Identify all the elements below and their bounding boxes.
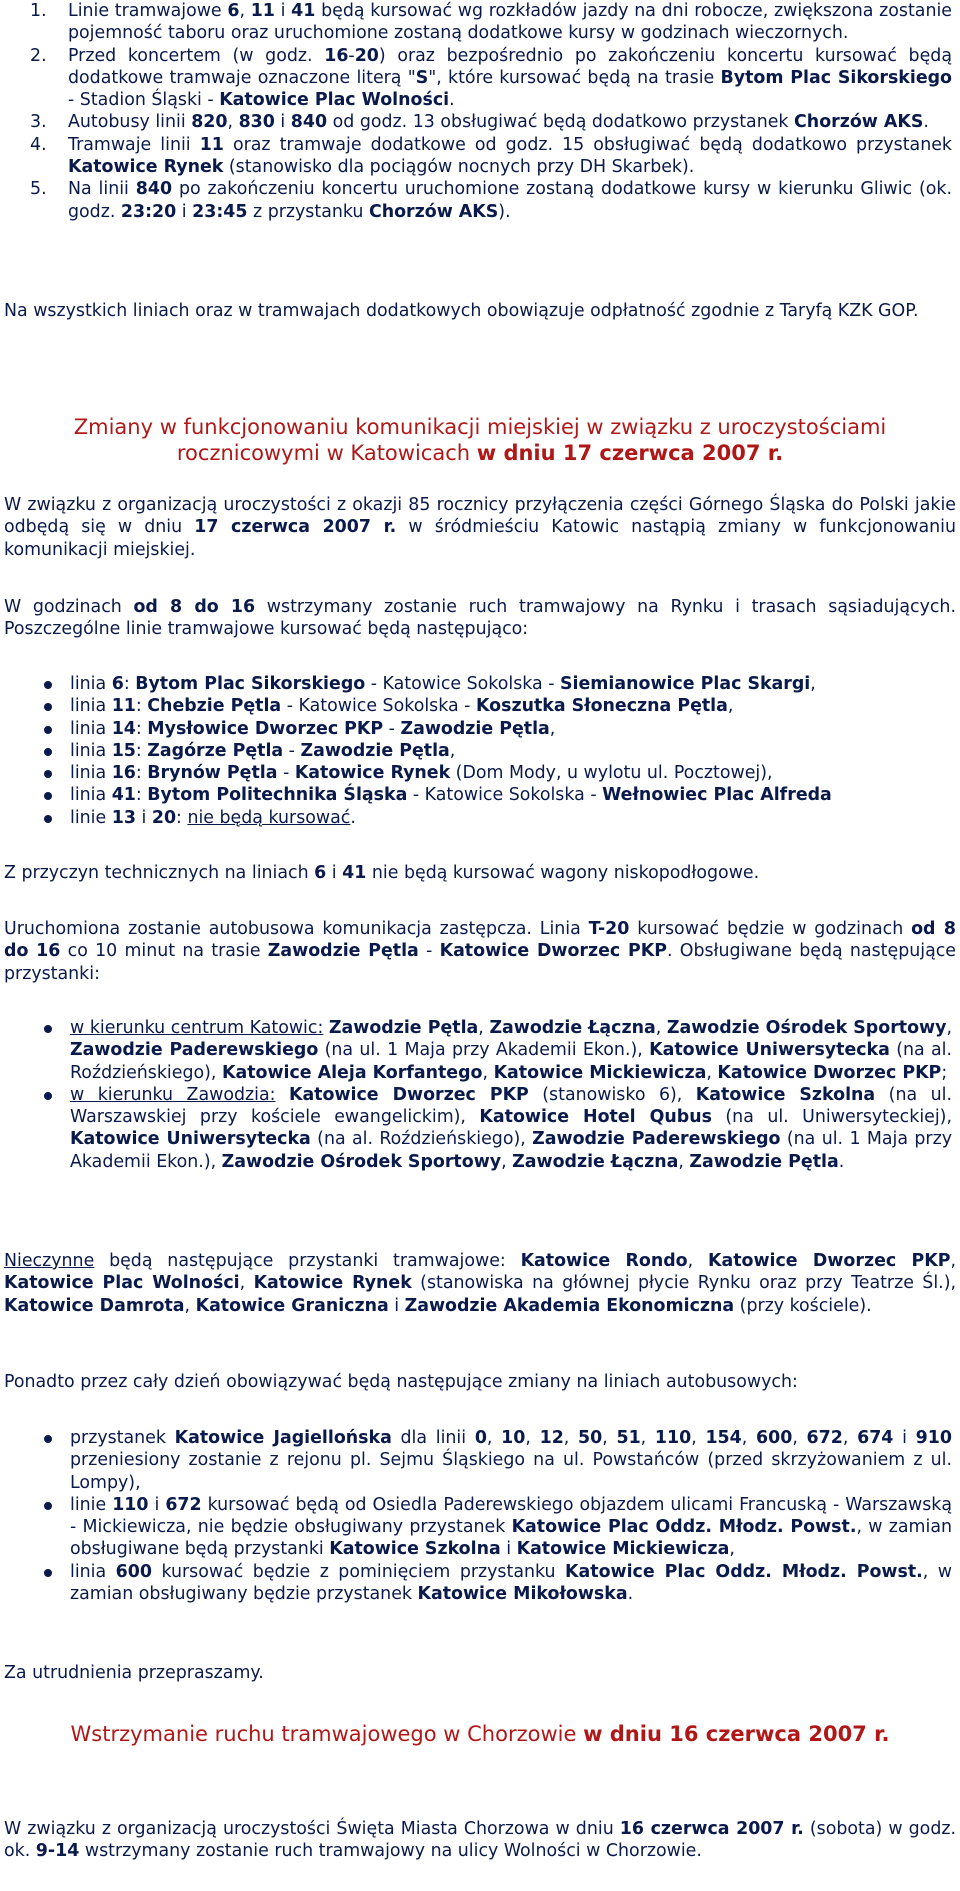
text-run: : bbox=[135, 718, 148, 739]
bold-text: od 8 do 16 bbox=[133, 597, 256, 617]
bullet-icon bbox=[44, 726, 52, 734]
tram-line-text bbox=[70, 763, 773, 783]
text-run: : bbox=[123, 674, 136, 694]
text-run: , bbox=[741, 1428, 756, 1448]
bold-text: Katowice Dworzec PKP bbox=[707, 1251, 951, 1271]
text-run: - Katowice Sokolska - bbox=[281, 696, 476, 717]
bold-text: Zawodzie Pętla bbox=[400, 718, 550, 739]
text-run: , bbox=[687, 1251, 708, 1271]
replacement-bus-paragraph bbox=[4, 918, 956, 985]
text-run: , bbox=[239, 1273, 254, 1294]
tram-line-text bbox=[70, 741, 455, 761]
bold-text: 600 bbox=[756, 1428, 793, 1448]
bold-text: 16 bbox=[111, 763, 136, 784]
bold-text: Zawodzie Paderewskiego bbox=[70, 1040, 319, 1061]
text-run bbox=[275, 1085, 288, 1105]
bold-text: 672 bbox=[806, 1428, 843, 1448]
list-item bbox=[0, 807, 952, 829]
item-text bbox=[68, 46, 952, 111]
bold-text: 20 bbox=[151, 807, 177, 828]
text-run: , w zamian obsługiwany będzie przystanek bbox=[70, 1561, 952, 1605]
bold-text: Brynów Pętla bbox=[147, 763, 278, 784]
text-run: ", które kursować będą na trasie bbox=[428, 67, 721, 88]
text-run: i bbox=[274, 1, 292, 21]
underlined-text: w kierunku Zawodzia: bbox=[70, 1084, 276, 1105]
bold-text: Katowice Szkolna bbox=[695, 1084, 876, 1105]
text-run: : bbox=[135, 785, 148, 806]
bold-text: 110 bbox=[654, 1428, 692, 1448]
chorzow-paragraph bbox=[4, 1818, 956, 1863]
bold-text: S bbox=[415, 67, 429, 88]
text-run: linia bbox=[70, 696, 112, 717]
bold-text: Zagórze Pętla bbox=[147, 740, 284, 761]
text-run: z przystanku bbox=[247, 201, 369, 222]
tram-line-text bbox=[70, 808, 356, 828]
text-run: (na ul. Warszawskiej przy kościele ewangelickim), bbox=[70, 1084, 952, 1128]
text-run: nie będą kursować wagony niskopodłogowe. bbox=[366, 863, 760, 883]
text-run: , bbox=[727, 696, 734, 717]
bullet-icon bbox=[44, 1502, 52, 1510]
fare-paragraph bbox=[4, 300, 956, 322]
bold-text: 110 bbox=[112, 1494, 149, 1515]
item-number: 5. bbox=[30, 179, 47, 200]
text-run: , bbox=[842, 1428, 858, 1448]
bold-text: 50 bbox=[578, 1428, 603, 1448]
text-run: oraz tramwaje dodatkowe od godz. 15 obsługiwać będą dodatkowo przystanek bbox=[223, 134, 952, 155]
item-number: 1. bbox=[30, 1, 47, 21]
text-run: Na linii bbox=[68, 179, 136, 200]
underlined-text: Nieczynne bbox=[4, 1251, 95, 1271]
bold-text: Zawodzie Akademia Ekonomiczna bbox=[404, 1295, 735, 1316]
text-run: będą kursować wg rozkładów jazdy na dni robocze, zwiększona zostanie pojemność taboru oraz uruchomione zostaną dodatkowe kursy w godzinach wieczornych. bbox=[68, 1, 952, 44]
text-run: , bbox=[563, 1428, 579, 1448]
bullet-icon bbox=[44, 815, 52, 823]
bold-text: 11 bbox=[199, 134, 224, 155]
bold-text: 6 bbox=[227, 1, 240, 21]
text-run: (stanowisko dla pociągów nocnych przy DH Skarbek). bbox=[223, 157, 695, 178]
bus-stops-text bbox=[70, 1018, 952, 1083]
item-text bbox=[68, 112, 929, 132]
bold-text: 41 bbox=[342, 863, 367, 883]
text-run: ; bbox=[941, 1062, 948, 1083]
bold-text: Katowice Dworzec PKP bbox=[717, 1062, 942, 1083]
bold-text: Bytom Plac Sikorskiego bbox=[135, 674, 366, 694]
bold-text: Katowice Szkolna bbox=[329, 1539, 501, 1560]
numbered-item bbox=[0, 0, 952, 45]
text-run: Przed koncertem (w godz. bbox=[68, 45, 325, 66]
section-heading-chorzow bbox=[0, 1721, 960, 1747]
list-item bbox=[0, 762, 952, 784]
bold-text: w dniu 16 czerwca 2007 r. bbox=[583, 1722, 890, 1746]
text-run: przystanek bbox=[70, 1428, 175, 1448]
text-run: linia bbox=[70, 674, 112, 694]
technical-paragraph bbox=[4, 862, 956, 884]
text-run: , bbox=[478, 1018, 490, 1038]
text-run: (stanowisko 6), bbox=[528, 1084, 696, 1105]
text-run: , bbox=[449, 740, 456, 761]
numbered-list-items bbox=[0, 0, 952, 223]
bold-text: 12 bbox=[539, 1428, 564, 1448]
item-number: 4. bbox=[30, 134, 47, 155]
underlined-text: nie będą kursować bbox=[187, 807, 351, 828]
bold-text: Zawodzie Pętla bbox=[267, 941, 419, 962]
text-run: , bbox=[950, 1251, 957, 1271]
text-run: - bbox=[418, 941, 440, 962]
bold-text: Katowice Jagiellońska bbox=[174, 1428, 392, 1448]
list-item bbox=[0, 1427, 952, 1494]
list-item bbox=[0, 1084, 952, 1173]
text-run: , bbox=[184, 1295, 196, 1316]
tram-line-text bbox=[70, 785, 832, 805]
text-run: Na wszystkich liniach oraz w tramwajach dodatkowych obowiązuje odpłatność zgodnie z Taryfą KZK GOP. bbox=[4, 301, 919, 321]
bold-text: Katowice Plac Wolności bbox=[219, 90, 450, 111]
bold-text: Katowice Plac Wolności bbox=[4, 1273, 240, 1294]
bold-text: Katowice Plac Oddz. Młodz. Powst. bbox=[511, 1517, 857, 1538]
section-heading-katowice bbox=[0, 414, 960, 466]
bus-change-text bbox=[70, 1428, 952, 1493]
text-run: Z przyczyn technicznych na liniach bbox=[4, 863, 315, 883]
text-run: Ponadto przez cały dzień obowiązywać będą następujące zmiany na liniach autobusowych: bbox=[4, 1372, 798, 1392]
text-run: . bbox=[923, 112, 929, 133]
item-number: 2. bbox=[30, 45, 47, 66]
text-run: kursować będzie z pominięciem przystanku bbox=[151, 1561, 566, 1582]
bold-text: Katowice Rynek bbox=[294, 763, 451, 784]
list-item bbox=[0, 1017, 952, 1084]
item-text bbox=[68, 135, 952, 177]
text-run: linia bbox=[70, 718, 112, 739]
tram-lines-list bbox=[0, 673, 952, 829]
text-run: , bbox=[655, 1018, 667, 1038]
numbered-item bbox=[0, 45, 952, 112]
bullet-icon bbox=[44, 1025, 52, 1033]
bold-text: 840 bbox=[135, 179, 173, 200]
bold-text: 20 bbox=[354, 45, 379, 66]
bold-text: 10 bbox=[501, 1428, 526, 1448]
bullet-icon bbox=[44, 703, 52, 711]
bold-text: 23:45 bbox=[192, 201, 248, 222]
text-run: : bbox=[135, 763, 148, 784]
text-run: , bbox=[227, 112, 239, 133]
text-run: (przy kościele). bbox=[734, 1295, 872, 1316]
text-run: Uruchomiona zostanie autobusowa komunikacja zastępcza. Linia bbox=[4, 919, 589, 939]
text-run: W związku z organizacją uroczystości z okazji 85 rocznicy przyłączenia części Górnego Śląska do Polski jakie odbędą się w dniu bbox=[4, 495, 956, 538]
text-run: , bbox=[792, 1428, 807, 1448]
text-run: przeniesiony zostanie z rejonu pl. Sejmu Śląskiego na ul. Powstańców (przed skrzyżowaniem z ul. Lompy), bbox=[70, 1450, 952, 1493]
list-item bbox=[0, 673, 952, 695]
bold-text: Katowice Rondo bbox=[520, 1251, 688, 1271]
text-run: od godz. 13 obsługiwać będą dodatkowo przystanek bbox=[327, 112, 795, 133]
bold-text: 41 bbox=[111, 785, 136, 806]
text-run: linia bbox=[70, 763, 112, 784]
bold-text: 6 bbox=[111, 674, 124, 694]
text-run: - bbox=[283, 740, 301, 761]
text-run: ). bbox=[498, 201, 511, 222]
list-item bbox=[0, 1561, 952, 1606]
text-run: po zakończeniu koncertu uruchomione zostaną dodatkowe kursy w kierunku Gliwic (ok. godz. bbox=[68, 179, 953, 222]
text-run: i bbox=[388, 1295, 405, 1316]
text-run: Tramwaje linii bbox=[68, 134, 200, 155]
bold-text: Katowice Dworzec PKP bbox=[288, 1084, 529, 1105]
bold-text: Koszutka Słoneczna Pętla bbox=[475, 696, 728, 717]
bold-text: 51 bbox=[616, 1428, 641, 1448]
bullet-icon bbox=[44, 1435, 52, 1443]
text-run: będą następujące przystanki tramwajowe: bbox=[94, 1251, 521, 1271]
text-run: linie bbox=[70, 807, 112, 828]
text-run: , bbox=[501, 1151, 513, 1172]
text-run: , bbox=[239, 1, 251, 21]
bold-text: Siemianowice Plac Skargi bbox=[560, 674, 811, 694]
bold-text: od 8 do 16 bbox=[4, 919, 956, 962]
list-item bbox=[0, 740, 952, 762]
bold-text: Katowice Rynek bbox=[253, 1273, 412, 1294]
text-run: linia bbox=[70, 1561, 116, 1582]
text-run: (na ul. 1 Maja przy Akademii Ekon.), bbox=[70, 1129, 952, 1172]
intro-paragraph bbox=[4, 494, 956, 561]
bold-text: Wełnowiec Plac Alfreda bbox=[602, 785, 832, 806]
bold-text: Zawodzie Ośrodek Sportowy bbox=[666, 1018, 947, 1038]
text-run: w śródmieściu Katowic nastąpią zmiany w funkcjonowaniu komunikacji miejskiej. bbox=[4, 517, 956, 560]
text-run: - bbox=[383, 718, 401, 739]
bullet-icon bbox=[44, 792, 52, 800]
text-run: i bbox=[135, 807, 152, 828]
list-item bbox=[0, 695, 952, 717]
bold-text: Katowice Hotel Qubus bbox=[479, 1107, 712, 1128]
text-run: , w zamian obsługiwane będą przystanki bbox=[70, 1517, 952, 1560]
item-number: 3. bbox=[30, 112, 47, 133]
text-run: - Katowice Sokolska - bbox=[365, 674, 561, 694]
text-run: , bbox=[678, 1151, 690, 1172]
all-day-changes-paragraph bbox=[4, 1371, 956, 1393]
text-run: Linie tramwajowe bbox=[68, 1, 228, 21]
text-run: , bbox=[640, 1428, 655, 1448]
text-run: , bbox=[549, 718, 556, 739]
bold-text: 11 bbox=[111, 696, 136, 717]
bullet-icon bbox=[44, 748, 52, 756]
text-run: ) oraz bezpośrednio po zakończeniu koncertu kursować będą dodatkowe tramwaje oznaczone literą " bbox=[68, 45, 952, 88]
underlined-text: w kierunku centrum Katowic: bbox=[70, 1018, 324, 1038]
bold-text: 672 bbox=[165, 1494, 202, 1515]
text-run: i bbox=[148, 1494, 166, 1515]
text-run: , bbox=[525, 1428, 540, 1448]
bold-text: Zawodzie Pętla bbox=[300, 740, 450, 761]
bold-text: Zawodzie Łączna bbox=[489, 1018, 656, 1038]
text-run: linie bbox=[70, 1494, 113, 1515]
bold-text: 14 bbox=[111, 718, 136, 739]
bold-text: Katowice Mickiewicza bbox=[493, 1062, 707, 1083]
bold-text: 600 bbox=[115, 1561, 152, 1582]
text-run: , bbox=[482, 1062, 494, 1083]
text-run: , bbox=[486, 1428, 502, 1448]
bold-text: 910 bbox=[915, 1428, 952, 1448]
text-run: , bbox=[729, 1539, 735, 1560]
text-run: . bbox=[627, 1584, 634, 1605]
item-text bbox=[68, 179, 952, 221]
bold-text: Katowice Mikołowska bbox=[417, 1584, 628, 1605]
bullet-icon bbox=[44, 1092, 52, 1100]
bold-text: T-20 bbox=[588, 919, 630, 939]
closed-stops-paragraph bbox=[4, 1250, 956, 1317]
text-run: , bbox=[706, 1062, 718, 1083]
bold-text: Katowice Plac Oddz. Młodz. Powst. bbox=[565, 1561, 923, 1582]
bold-text: Katowice Rynek bbox=[68, 157, 224, 178]
text-run: (sobota) w godz. ok. bbox=[4, 1819, 957, 1862]
text-run: : bbox=[135, 696, 148, 717]
tram-line-text bbox=[70, 696, 733, 716]
bold-text: Zawodzie Pętla bbox=[689, 1151, 839, 1172]
bold-text: 840 bbox=[290, 112, 328, 133]
bold-text: 15 bbox=[111, 740, 136, 761]
bold-text: Chebzie Pętla bbox=[147, 696, 282, 717]
text-run: Wstrzymanie ruchu tramwajowego w Chorzowie bbox=[70, 1722, 584, 1746]
text-run: , bbox=[691, 1428, 706, 1448]
text-run: , bbox=[946, 1018, 952, 1038]
item-text bbox=[68, 1, 952, 43]
bold-text: 820 bbox=[191, 112, 228, 133]
text-run: W godzinach bbox=[4, 597, 134, 617]
tram-suspension-paragraph bbox=[4, 596, 956, 641]
bus-stops-text bbox=[70, 1085, 952, 1172]
text-run: (na ul. 1 Maja przy Akademii Ekon.), bbox=[318, 1040, 650, 1061]
text-run: co 10 minut na trasie bbox=[60, 941, 268, 962]
text-run: (na al. Roździeńskiego), bbox=[310, 1129, 533, 1150]
text-run: , bbox=[602, 1428, 617, 1448]
numbered-item bbox=[0, 111, 952, 133]
bold-text: Mysłowice Dworzec PKP bbox=[147, 718, 384, 739]
bus-stops-list bbox=[0, 1017, 952, 1173]
bold-text: 674 bbox=[857, 1428, 894, 1448]
bold-text: Katowice Graniczna bbox=[195, 1295, 389, 1316]
text-run: , bbox=[810, 674, 816, 694]
bold-text: w dniu 17 czerwca 2007 r. bbox=[476, 441, 784, 465]
text-run: (na ul. Uniwersyteckiej), bbox=[711, 1107, 952, 1128]
bus-changes-list bbox=[0, 1427, 952, 1605]
bold-text: 17 czerwca 2007 r. bbox=[194, 517, 397, 538]
text-run: kursować będzie w godzinach bbox=[629, 919, 912, 939]
apology-paragraph bbox=[4, 1662, 956, 1684]
bold-text: Zawodzie Paderewskiego bbox=[532, 1129, 781, 1150]
text-run: wstrzymany zostanie ruch tramwajowy na ulicy Wolności w Chorzowie. bbox=[79, 1841, 702, 1862]
text-run: . bbox=[350, 807, 356, 828]
bus-change-text bbox=[70, 1495, 952, 1560]
text-run: - Stadion Śląski - bbox=[68, 90, 220, 111]
text-run: kursować będą od Osiedla Paderewskiego objazdem ulicami Francuską - Warszawską - Mickiewicza, nie będzie obsługiwany przystanek bbox=[70, 1494, 952, 1538]
list-item bbox=[0, 718, 952, 740]
bold-text: Katowice Uniwersytecka bbox=[70, 1129, 311, 1150]
list-item bbox=[0, 784, 952, 806]
bold-text: 9-14 bbox=[35, 1841, 80, 1862]
text-run: i bbox=[893, 1428, 916, 1448]
bullet-icon bbox=[44, 770, 52, 778]
bold-text: 16 czerwca 2007 r. bbox=[619, 1819, 804, 1839]
text-run: i bbox=[274, 112, 291, 133]
tram-line-text bbox=[70, 719, 555, 739]
numbered-item bbox=[0, 134, 952, 179]
bold-text: 16 bbox=[324, 45, 349, 66]
bold-text: Zawodzie Pętla bbox=[328, 1018, 479, 1038]
numbered-item bbox=[0, 178, 952, 223]
text-run: : bbox=[135, 740, 148, 761]
text-run: linia bbox=[70, 740, 112, 761]
bold-text: 154 bbox=[705, 1428, 742, 1448]
text-run: (Dom Mody, u wylotu ul. Pocztowej), bbox=[450, 763, 773, 784]
tram-line-text bbox=[70, 674, 816, 694]
bold-text: Katowice Uniwersytecka bbox=[649, 1040, 890, 1061]
text-run: . bbox=[449, 90, 455, 111]
bold-text: Katowice Aleja Korfantego bbox=[221, 1062, 483, 1083]
bold-text: 13 bbox=[111, 807, 136, 828]
bold-text: 23:20 bbox=[120, 201, 177, 222]
bold-text: Bytom Politechnika Śląska bbox=[147, 785, 408, 806]
text-run: (stanowiska na głównej płycie Rynku oraz przy Teatrze Śl.), bbox=[411, 1273, 957, 1294]
bold-text: Zawodzie Łączna bbox=[512, 1151, 679, 1172]
text-run: i bbox=[326, 863, 343, 883]
text-run: . Obsługiwane będą następujące przystanki: bbox=[4, 941, 957, 984]
bold-text: 41 bbox=[291, 1, 316, 21]
bold-text: 0 bbox=[474, 1428, 487, 1448]
bold-text: Katowice Mickiewicza bbox=[516, 1539, 730, 1560]
text-run: i bbox=[176, 201, 193, 222]
text-run: Autobusy linii bbox=[68, 112, 192, 133]
text-run: Za utrudnienia przepraszamy. bbox=[4, 1663, 264, 1683]
text-run: dla linii bbox=[391, 1428, 475, 1448]
bold-text: 6 bbox=[314, 863, 327, 883]
bullet-icon bbox=[44, 1569, 52, 1577]
bold-text: Chorzów AKS bbox=[368, 201, 499, 222]
text-run: Zmiany w funkcjonowaniu komunikacji miejskiej w związku z uroczystościami rocznicowymi w Katowicach bbox=[73, 415, 887, 465]
list-item bbox=[0, 1494, 952, 1561]
bold-text: Zawodzie Ośrodek Sportowy bbox=[221, 1151, 502, 1172]
text-run: W związku z organizacją uroczystości Święta Miasta Chorzowa w dniu bbox=[4, 1819, 620, 1839]
text-run: : bbox=[176, 807, 188, 828]
text-run: - Katowice Sokolska - bbox=[407, 785, 603, 806]
text-run: - bbox=[277, 763, 295, 784]
text-run: (na al. Roździeńskiego), bbox=[70, 1040, 952, 1083]
bullet-icon bbox=[44, 681, 52, 689]
bold-text: 11 bbox=[250, 1, 275, 21]
bold-text: Bytom Plac Sikorskiego bbox=[720, 67, 953, 88]
text-run: i bbox=[500, 1539, 517, 1560]
text-run: . bbox=[838, 1151, 845, 1172]
bold-text: 830 bbox=[238, 112, 275, 133]
bold-text: Katowice Dworzec PKP bbox=[439, 941, 667, 962]
text-run: linia bbox=[70, 785, 112, 806]
bold-text: Chorzów AKS bbox=[794, 112, 924, 133]
bus-change-text bbox=[70, 1562, 952, 1604]
bold-text: Katowice Damrota bbox=[4, 1295, 185, 1316]
text-run: - bbox=[348, 45, 355, 66]
text-run: wstrzymany zostanie ruch tramwajowy na Rynku i trasach sąsiadujących. Poszczególne linie tramwajowe kursować będą następująco: bbox=[4, 597, 956, 640]
